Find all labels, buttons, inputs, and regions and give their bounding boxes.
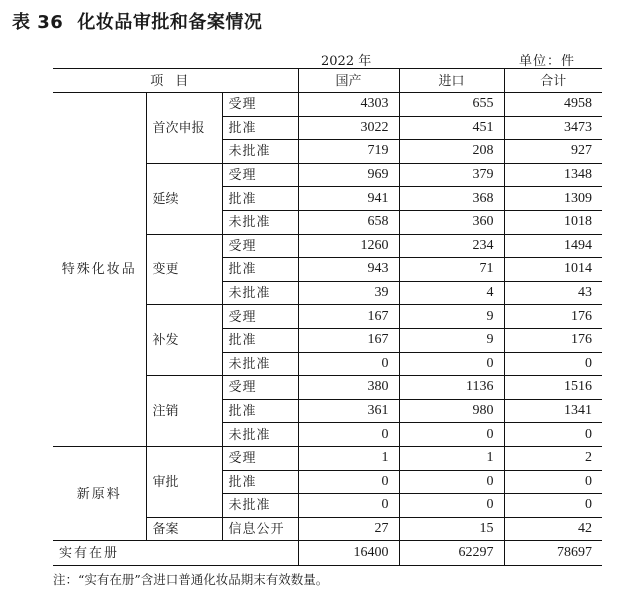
domestic-value: 3022 (298, 116, 399, 140)
imported-value: 15 (399, 517, 504, 541)
row-label: 批准 (222, 328, 298, 352)
total-value: 43 (504, 281, 602, 305)
total-value: 1341 (504, 399, 602, 423)
row-label: 未批准 (222, 352, 298, 376)
table-title-text: 化妆品审批和备案情况 (77, 12, 263, 33)
total-value: 1018 (504, 210, 602, 234)
table-title (12, 8, 262, 34)
row-label: 批准 (222, 258, 298, 282)
imported-value: 360 (399, 210, 504, 234)
domestic-value: 941 (298, 187, 399, 211)
domestic-value: 969 (298, 163, 399, 187)
imported-value: 9 (399, 328, 504, 352)
imported-value: 379 (399, 163, 504, 187)
imported-value: 655 (399, 93, 504, 117)
domestic-value: 0 (298, 494, 399, 518)
group-label: 变更 (146, 234, 222, 305)
total-value: 3473 (504, 116, 602, 140)
domestic-value: 380 (298, 376, 399, 400)
total-value: 1516 (504, 376, 602, 400)
imported-value: 208 (399, 140, 504, 164)
group-label: 延续 (146, 163, 222, 234)
row-label: 未批准 (222, 494, 298, 518)
header-row (53, 69, 602, 93)
total-value: 1014 (504, 258, 602, 282)
row-label: 未批准 (222, 281, 298, 305)
table-row (53, 93, 602, 117)
row-label: 批准 (222, 470, 298, 494)
registered-domestic: 16400 (298, 541, 399, 566)
imported-value: 451 (399, 116, 504, 140)
domestic-value: 0 (298, 470, 399, 494)
special-cosmetics-category-label: 特殊化妆品 (53, 93, 146, 447)
total-value: 927 (504, 140, 602, 164)
domestic-value: 719 (298, 140, 399, 164)
imported-value: 980 (399, 399, 504, 423)
header-imported: 进口 (399, 69, 504, 93)
registered-row (53, 541, 602, 566)
unit-label: 单位：件 (519, 54, 576, 69)
domestic-value: 0 (298, 352, 399, 376)
approval-filing-table (53, 68, 602, 566)
total-value: 1494 (504, 234, 602, 258)
imported-value: 0 (399, 494, 504, 518)
domestic-value: 658 (298, 210, 399, 234)
domestic-value: 4303 (298, 93, 399, 117)
imported-value: 1136 (399, 376, 504, 400)
new-material-category-label: 新原料 (53, 446, 146, 540)
row-label: 受理 (222, 376, 298, 400)
domestic-value: 1260 (298, 234, 399, 258)
row-label: 未批准 (222, 423, 298, 447)
registered-label: 实有在册 (53, 541, 298, 566)
row-label: 信息公开 (222, 517, 298, 541)
imported-value: 0 (399, 352, 504, 376)
domestic-value: 943 (298, 258, 399, 282)
group-label: 补发 (146, 305, 222, 376)
table-row (53, 446, 602, 470)
total-value: 176 (504, 305, 602, 329)
row-label: 批准 (222, 116, 298, 140)
domestic-value: 27 (298, 517, 399, 541)
header-item: 项目 (53, 69, 298, 93)
total-value: 0 (504, 470, 602, 494)
imported-value: 71 (399, 258, 504, 282)
domestic-value: 167 (298, 328, 399, 352)
domestic-value: 1 (298, 446, 399, 470)
domestic-value: 167 (298, 305, 399, 329)
group-label: 首次申报 (146, 93, 222, 164)
row-label: 受理 (222, 93, 298, 117)
row-label: 批准 (222, 399, 298, 423)
footnote: 注：“实有在册”含进口普通化妆品期末有效数量。 (53, 572, 329, 587)
total-value: 2 (504, 446, 602, 470)
total-value: 0 (504, 352, 602, 376)
group-label: 备案 (146, 517, 222, 541)
domestic-value: 361 (298, 399, 399, 423)
imported-value: 0 (399, 470, 504, 494)
table-number: 表 36 (12, 12, 64, 33)
total-value: 1309 (504, 187, 602, 211)
total-value: 1348 (504, 163, 602, 187)
total-value: 4958 (504, 93, 602, 117)
row-label: 未批准 (222, 140, 298, 164)
row-label: 受理 (222, 234, 298, 258)
imported-value: 4 (399, 281, 504, 305)
header-total: 合计 (504, 69, 602, 93)
registered-imported: 62297 (399, 541, 504, 566)
imported-value: 9 (399, 305, 504, 329)
imported-value: 1 (399, 446, 504, 470)
total-value: 176 (504, 328, 602, 352)
header-domestic: 国产 (298, 69, 399, 93)
row-label: 未批准 (222, 210, 298, 234)
imported-value: 0 (399, 423, 504, 447)
group-label: 注销 (146, 376, 222, 447)
row-label: 批准 (222, 187, 298, 211)
domestic-value: 39 (298, 281, 399, 305)
row-label: 受理 (222, 305, 298, 329)
total-value: 0 (504, 494, 602, 518)
row-label: 受理 (222, 446, 298, 470)
row-label: 受理 (222, 163, 298, 187)
registered-total: 78697 (504, 541, 602, 566)
imported-value: 368 (399, 187, 504, 211)
year-label: 2022 年 (321, 54, 372, 69)
total-value: 42 (504, 517, 602, 541)
group-label: 审批 (146, 446, 222, 517)
imported-value: 234 (399, 234, 504, 258)
total-value: 0 (504, 423, 602, 447)
domestic-value: 0 (298, 423, 399, 447)
